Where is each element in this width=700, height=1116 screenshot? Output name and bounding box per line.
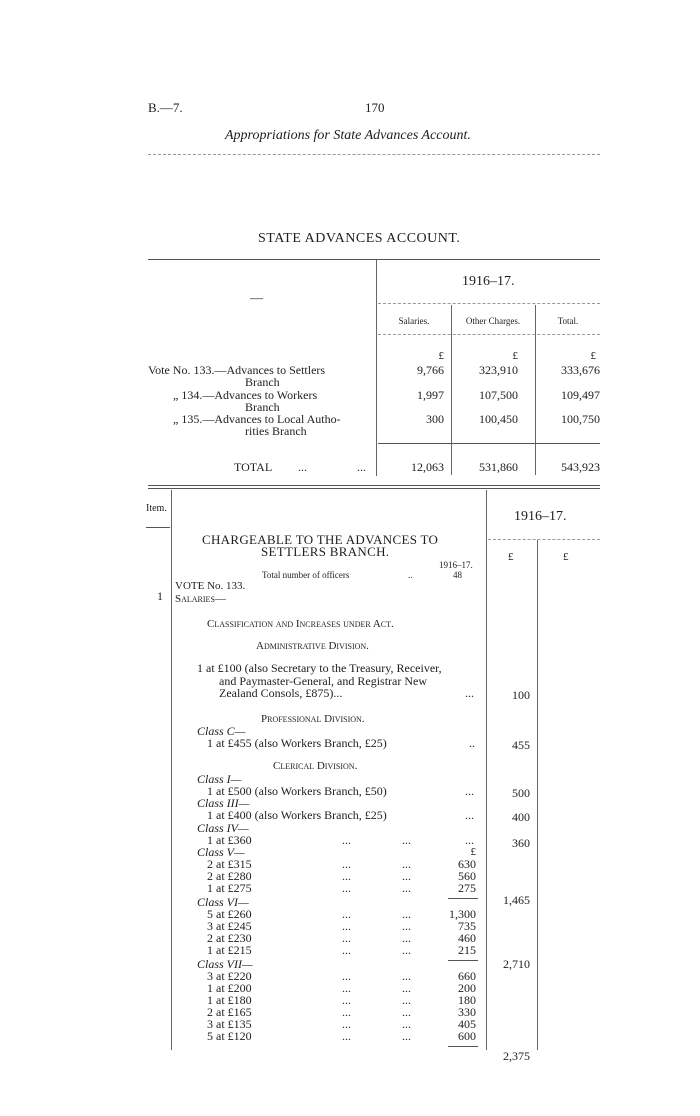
- row-dots: ...: [402, 881, 411, 895]
- admin-amount: 100: [512, 688, 530, 702]
- summary-row-total: 109,497: [561, 388, 600, 402]
- class-vi-amount: 1,300: [449, 907, 476, 921]
- summary-colhead-rule: [378, 334, 600, 335]
- class-vii-line: 3 at £220: [207, 969, 252, 983]
- class-vi-amount: 460: [458, 931, 476, 945]
- item-header-rule: [146, 527, 170, 528]
- class-iv-dots: ...: [465, 833, 474, 847]
- class-vi-label: Class VI—: [197, 895, 249, 909]
- detail-year-rule: [488, 539, 600, 540]
- row-dots: ...: [402, 931, 411, 945]
- admin-line: 1 at £100 (also Secretary to the Treasury, Receiver,: [197, 661, 442, 675]
- summary-row-other: 107,500: [479, 388, 518, 402]
- summary-row-label-cont: rities Branch: [245, 424, 307, 438]
- class-v-line: 2 at £315: [207, 857, 252, 871]
- class-v-amount: 560: [458, 869, 476, 883]
- row-dots: ...: [402, 919, 411, 933]
- class-c-line: 1 at £455 (also Workers Branch, £25): [207, 736, 387, 750]
- summary-row-label: „ 135.—Advances to Local Autho-: [173, 412, 341, 426]
- row-dots: ...: [402, 1005, 411, 1019]
- row-dots: ...: [342, 969, 351, 983]
- class-v-sum-rule: [448, 898, 478, 899]
- summary-year-rule: [378, 303, 600, 304]
- admin-line-cont: Zealand Consols, £875)...: [219, 686, 343, 700]
- class-vi-line: 2 at £230: [207, 931, 252, 945]
- class-vii-amount: 200: [458, 981, 476, 995]
- officers-count: 48: [453, 570, 462, 580]
- class-iv-dots: ...: [402, 833, 411, 847]
- row-dots: ...: [402, 1017, 411, 1031]
- class-vii-line: 1 at £200: [207, 981, 252, 995]
- row-dots: ...: [342, 881, 351, 895]
- class-iii-amount: 400: [512, 810, 530, 824]
- salaries-label: Salaries—: [175, 593, 226, 605]
- class-vi-amount: 215: [458, 943, 476, 957]
- summary-row-salaries: 300: [426, 412, 444, 426]
- summary-row-other: 323,910: [479, 363, 518, 377]
- class-vii-line: 1 at £180: [207, 993, 252, 1007]
- summary-total-dots: ...: [298, 460, 307, 474]
- class-vi-total: 2,710: [503, 957, 530, 971]
- class-v-line: 2 at £280: [207, 869, 252, 883]
- summary-year: 1916–17.: [462, 274, 515, 289]
- row-dots: ...: [342, 857, 351, 871]
- class-vii-label: Class VII—: [197, 957, 253, 971]
- admin-division-heading: Administrative Division.: [256, 640, 369, 652]
- class-vi-line: 1 at £215: [207, 943, 252, 957]
- summary-total-label: TOTAL: [234, 460, 273, 474]
- summary-total-dots: ...: [357, 460, 366, 474]
- item-number: 1: [157, 589, 163, 603]
- row-dots: ...: [342, 869, 351, 883]
- clerical-division-heading: Clerical Division.: [273, 760, 358, 772]
- class-i-line: 1 at £500 (also Workers Branch, £50): [207, 784, 387, 798]
- class-v-pound: £: [470, 846, 476, 858]
- class-iv-amount: 360: [512, 836, 530, 850]
- summary-bottom-rule-2: [148, 488, 600, 489]
- row-dots: ...: [342, 1005, 351, 1019]
- detail-amount-divider-2: [537, 540, 538, 1050]
- row-dots: ...: [342, 993, 351, 1007]
- row-dots: ...: [342, 931, 351, 945]
- detail-year: 1916–17.: [514, 509, 567, 524]
- class-vii-amount: 330: [458, 1005, 476, 1019]
- class-i-label: Class I—: [197, 772, 242, 786]
- class-vii-amount: 600: [458, 1029, 476, 1043]
- class-c-label: Class C—: [197, 724, 246, 738]
- officers-dots: ..: [408, 570, 413, 580]
- row-dots: ...: [402, 993, 411, 1007]
- detail-heading: CHARGEABLE TO THE ADVANCES TO: [202, 532, 439, 547]
- summary-row-salaries: 9,766: [417, 363, 444, 377]
- summary-pound-total: £: [590, 350, 596, 362]
- class-vi-line: 5 at £260: [207, 907, 252, 921]
- item-header: Item.: [146, 503, 167, 514]
- summary-row-total: 333,676: [561, 363, 600, 377]
- officers-label: Total number of officers: [262, 570, 350, 580]
- header-rule: [148, 154, 600, 155]
- row-dots: ...: [402, 969, 411, 983]
- summary-total-total: 543,923: [561, 460, 600, 474]
- class-vi-sum-rule: [448, 960, 478, 961]
- class-v-label: Class V—: [197, 845, 245, 859]
- detail-item-divider: [171, 490, 172, 1050]
- summary-col-other: Other Charges.: [465, 316, 521, 326]
- row-dots: ...: [342, 1029, 351, 1043]
- class-vii-amount: 660: [458, 969, 476, 983]
- class-vii-line: 5 at £120: [207, 1029, 252, 1043]
- row-dots: ...: [402, 857, 411, 871]
- class-vii-amount: 180: [458, 993, 476, 1007]
- summary-top-rule: [148, 259, 600, 260]
- classification-heading: Classification and Increases under Act.: [207, 618, 394, 630]
- summary-title: STATE ADVANCES ACCOUNT.: [258, 231, 461, 246]
- summary-row-total: 100,750: [561, 412, 600, 426]
- class-vii-total: 2,375: [503, 1049, 530, 1063]
- summary-row-other: 100,450: [479, 412, 518, 426]
- class-vii-line: 3 at £135: [207, 1017, 252, 1031]
- summary-bottom-rule: [148, 485, 600, 486]
- summary-col-salaries: Salaries.: [398, 316, 430, 326]
- class-iv-label: Class IV—: [197, 821, 249, 835]
- class-c-amount: 455: [512, 738, 530, 752]
- class-vii-line: 2 at £165: [207, 1005, 252, 1019]
- class-v-total: 1,465: [503, 893, 530, 907]
- class-vi-line: 3 at £245: [207, 919, 252, 933]
- row-dots: ...: [342, 981, 351, 995]
- detail-pound-1: £: [508, 551, 514, 563]
- page-ref: B.—7.: [148, 100, 183, 115]
- class-vi-amount: 735: [458, 919, 476, 933]
- summary-stub-header: —: [250, 290, 263, 305]
- summary-row-label: Vote No. 133.—Advances to Settlers: [148, 363, 326, 377]
- detail-heading-cont: SETTLERS BRANCH.: [261, 544, 390, 559]
- summary-total-salaries: 12,063: [411, 460, 444, 474]
- summary-row-label-cont: Branch: [245, 375, 280, 389]
- row-dots: ...: [402, 943, 411, 957]
- class-iv-dots: ...: [342, 833, 351, 847]
- summary-row-label-cont: Branch: [245, 400, 280, 414]
- row-dots: ...: [402, 907, 411, 921]
- admin-dots: ...: [465, 686, 474, 700]
- class-v-amount: 275: [458, 881, 476, 895]
- class-vii-sum-rule: [448, 1046, 478, 1047]
- class-i-dots: ...: [465, 784, 474, 798]
- class-iii-line: 1 at £400 (also Workers Branch, £25): [207, 808, 387, 822]
- row-dots: ...: [342, 943, 351, 957]
- admin-line-cont: and Paymaster-General, and Registrar New: [219, 674, 428, 688]
- professional-division-heading: Professional Division.: [261, 713, 365, 725]
- class-v-amount: 630: [458, 857, 476, 871]
- detail-amount-divider: [486, 490, 487, 1050]
- summary-stub-divider: [376, 260, 377, 476]
- class-c-dots: ..: [469, 736, 475, 750]
- class-iii-dots: ...: [465, 808, 474, 822]
- row-dots: ...: [402, 981, 411, 995]
- page-number: 170: [365, 100, 385, 115]
- page-subtitle: Appropriations for State Advances Account.: [225, 128, 471, 143]
- summary-pound-salaries: £: [438, 350, 444, 362]
- row-dots: ...: [342, 919, 351, 933]
- row-dots: ...: [402, 869, 411, 883]
- row-dots: ...: [342, 907, 351, 921]
- detail-year-small: 1916–17.: [439, 560, 473, 570]
- summary-row-label: „ 134.—Advances to Workers: [173, 388, 318, 402]
- detail-pound-2: £: [563, 551, 569, 563]
- row-dots: ...: [402, 1029, 411, 1043]
- vote-number: VOTE No. 133.: [175, 580, 246, 592]
- class-v-line: 1 at £275: [207, 881, 252, 895]
- summary-row-salaries: 1,997: [417, 388, 444, 402]
- class-iii-label: Class III—: [197, 796, 250, 810]
- summary-subtotal-rule: [378, 443, 600, 444]
- class-vii-amount: 405: [458, 1017, 476, 1031]
- summary-total-other: 531,860: [479, 460, 518, 474]
- class-iv-line: 1 at £360: [207, 833, 252, 847]
- summary-col-total: Total.: [557, 316, 579, 326]
- summary-pound-other: £: [512, 350, 518, 362]
- class-i-amount: 500: [512, 786, 530, 800]
- row-dots: ...: [342, 1017, 351, 1031]
